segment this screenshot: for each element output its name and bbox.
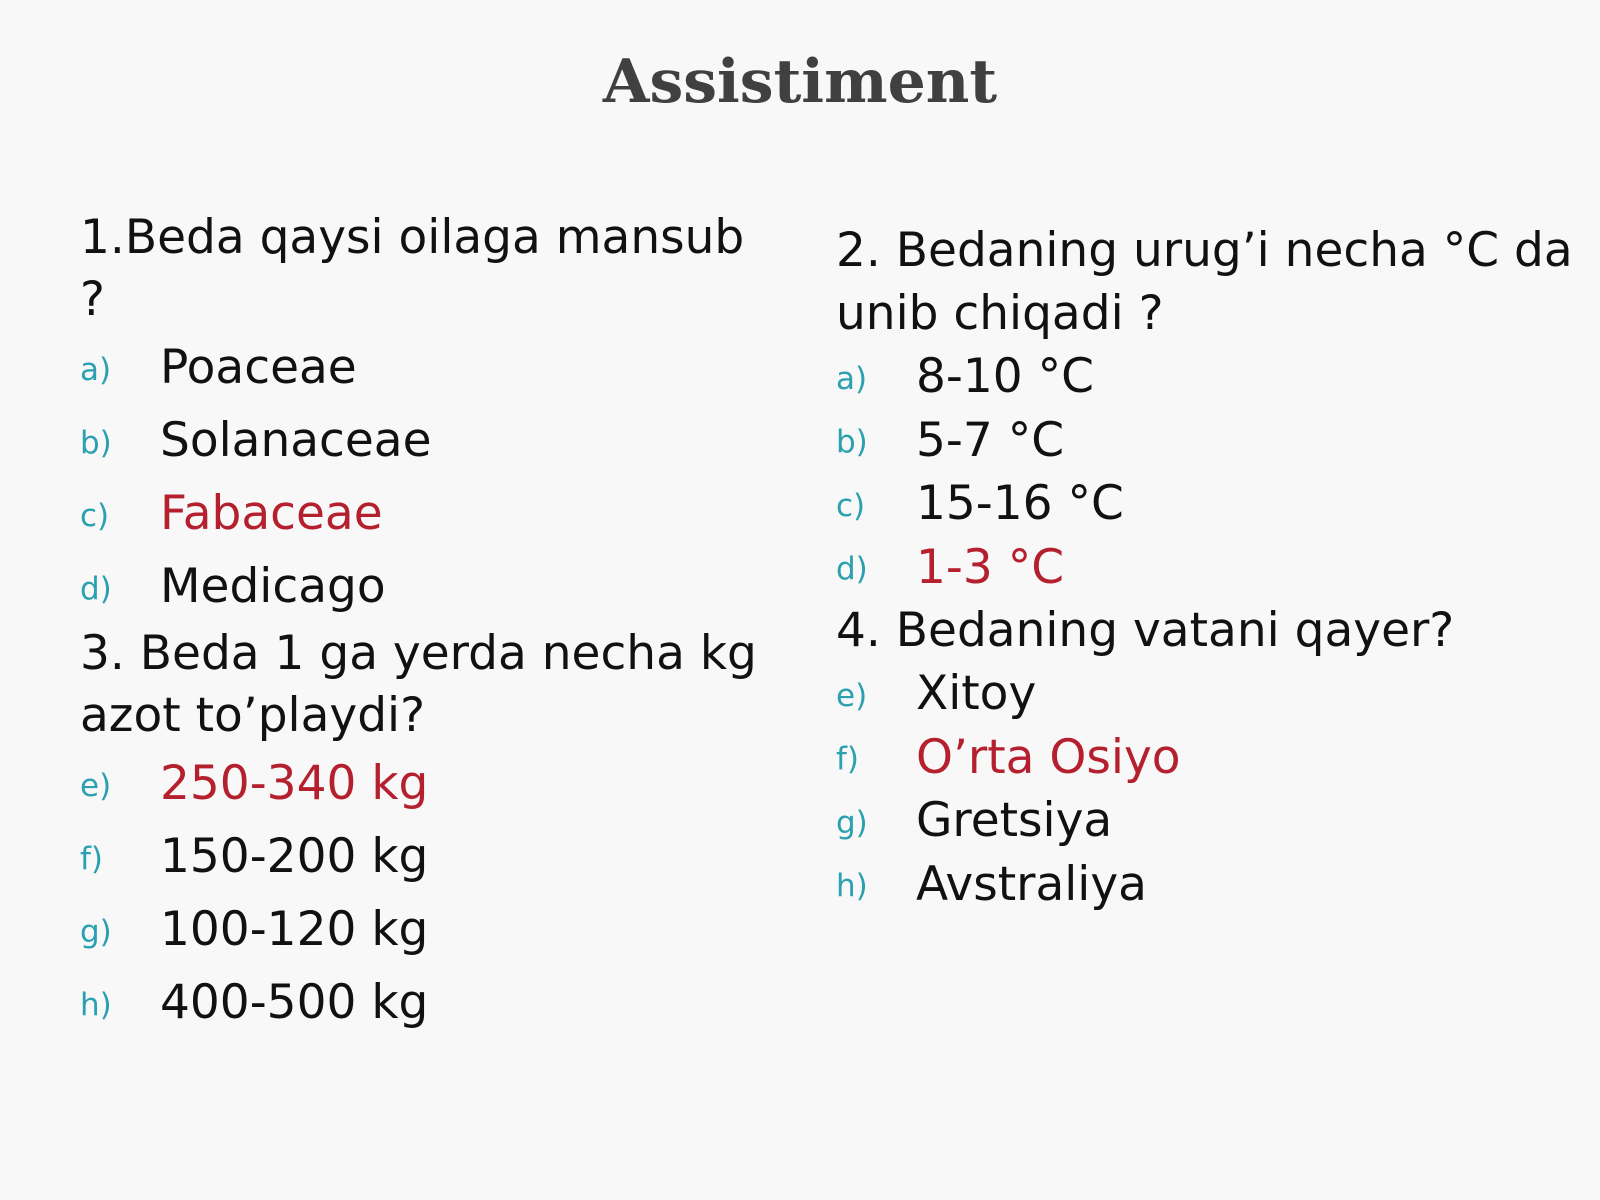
correct-answer-text: 1-3 °C: [916, 539, 1065, 595]
option-text: Avstraliya: [916, 856, 1147, 912]
question-2-option-d: [836, 536, 1576, 600]
question-3-option-f: [80, 820, 780, 893]
option-text: Solanaceae: [160, 413, 432, 468]
right-column: [836, 219, 1576, 916]
option-text: 8-10 °C: [916, 349, 1094, 405]
option-marker: g): [836, 804, 868, 841]
option-marker: g): [80, 913, 112, 950]
question-2-option-b: [836, 409, 1576, 473]
question-4-option-g: [836, 789, 1576, 853]
option-text: Poaceae: [160, 340, 357, 395]
question-4-option-f: [836, 726, 1576, 790]
option-marker: c): [80, 497, 110, 534]
question-1-option-c: [80, 477, 780, 550]
option-text: Medicago: [160, 559, 386, 614]
question-3-option-e: [80, 747, 780, 820]
option-text: Xitoy: [916, 666, 1037, 722]
correct-answer-text: Fabaceae: [160, 486, 383, 541]
option-text: 150-200 kg: [160, 829, 429, 884]
question-1-option-d: [80, 550, 780, 623]
option-text: 100-120 kg: [160, 902, 429, 957]
option-text: 400-500 kg: [160, 975, 429, 1030]
question-3-option-h: [80, 966, 780, 1039]
question-3: 3. Beda 1 ga yerda necha kg azot to’playdi?: [80, 626, 757, 743]
question-3-options: [80, 747, 780, 1039]
correct-answer-text: 250-340 kg: [160, 756, 429, 811]
option-marker: f): [836, 741, 860, 778]
option-marker: f): [80, 840, 104, 877]
option-marker: b): [836, 424, 868, 461]
question-1-option-a: [80, 331, 780, 404]
option-marker: h): [836, 868, 868, 905]
question-2-options: [836, 345, 1576, 599]
question-1: 1.Beda qaysi oilaga mansub ?: [80, 210, 745, 327]
option-marker: a): [80, 351, 112, 388]
option-text: Gretsiya: [916, 793, 1113, 849]
question-4: 4. Bedaning vatani qayer?: [836, 603, 1455, 658]
question-2-option-a: [836, 345, 1576, 409]
left-column: [80, 207, 780, 1039]
question-3-option-g: [80, 893, 780, 966]
question-4-option-h: [836, 853, 1576, 917]
option-marker: h): [80, 986, 112, 1023]
correct-answer-text: O’rta Osiyo: [916, 729, 1181, 785]
option-marker: a): [836, 360, 868, 397]
question-4-option-e: [836, 662, 1576, 726]
option-marker: d): [80, 570, 112, 607]
question-1-option-b: [80, 404, 780, 477]
option-text: 15-16 °C: [916, 476, 1124, 532]
question-2: 2. Bedaning urug’i necha °C da unib chiqadi ?: [836, 223, 1573, 341]
option-marker: e): [836, 677, 868, 714]
question-1-options: [80, 331, 780, 623]
option-marker: d): [836, 551, 868, 588]
question-2-option-c: [836, 472, 1576, 536]
option-marker: b): [80, 424, 112, 461]
option-text: 5-7 °C: [916, 412, 1065, 468]
question-4-options: [836, 662, 1576, 916]
option-marker: c): [836, 487, 866, 524]
option-marker: e): [80, 767, 112, 804]
slide-title: Assistiment: [602, 47, 998, 117]
